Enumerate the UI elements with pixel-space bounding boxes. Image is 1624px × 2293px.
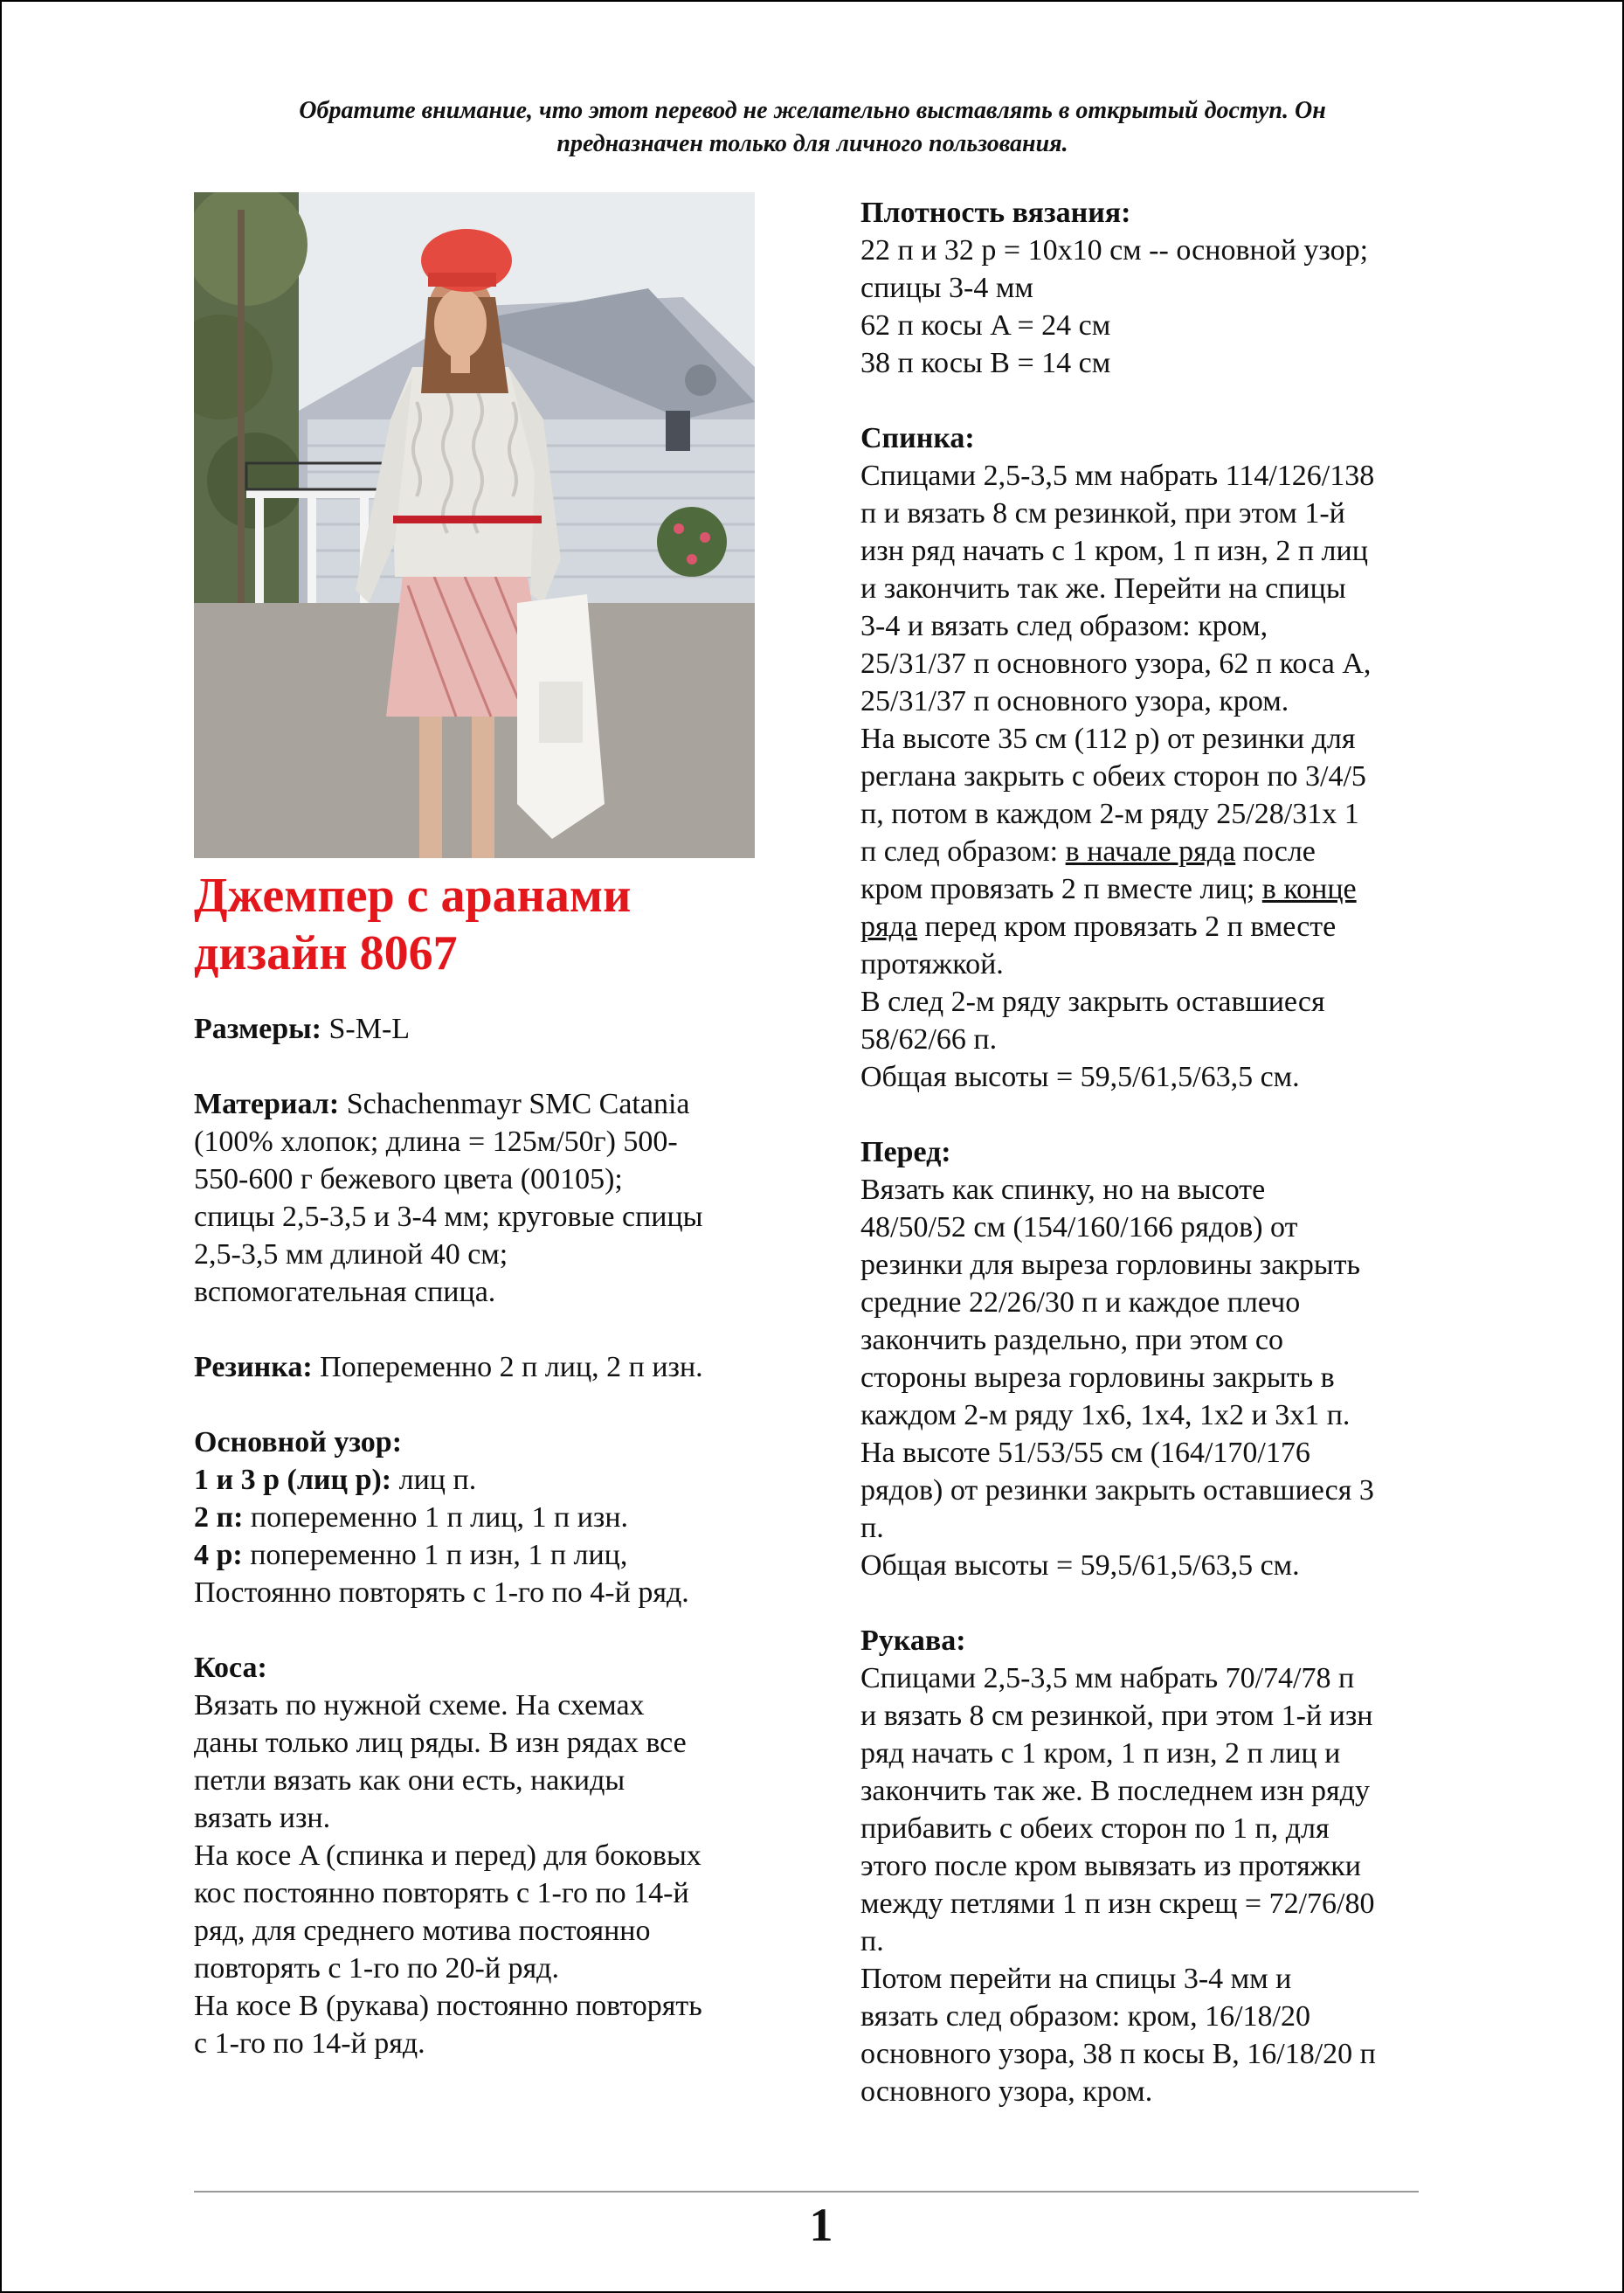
cable-line: повторять с 1-го по 20-й ряд. bbox=[194, 1952, 559, 1985]
front-section bbox=[860, 1133, 1455, 1584]
sleeves-line: основного узора, 38 п косы B, 16/18/20 п bbox=[860, 2038, 1376, 2070]
material-line: Schachenmayr SMC Catania bbox=[339, 1088, 690, 1120]
sleeves-line: вязать след образом: кром, 16/18/20 bbox=[860, 2000, 1310, 2033]
material-line: 550-600 г бежевого цвета (00105); bbox=[194, 1163, 623, 1195]
sleeves-line: этого после кром вывязать из протяжки bbox=[860, 1850, 1361, 1882]
main-pattern-section bbox=[194, 1424, 771, 1611]
material-line: (100% хлопок; длина = 125м/50г) 500- bbox=[194, 1126, 678, 1158]
front-label: Перед: bbox=[860, 1136, 951, 1168]
pattern-title bbox=[194, 867, 771, 982]
front-line: резинки для выреза горловины закрыть bbox=[860, 1249, 1361, 1281]
sleeves-line: прибавить с обеих сторон по 1 п, для bbox=[860, 1812, 1330, 1845]
sleeves-line: закончить так же. В последнем изн ряду bbox=[860, 1775, 1370, 1807]
back-section bbox=[860, 419, 1455, 1096]
pattern-row-value: попеременно 1 п изн, 1 п лиц, bbox=[242, 1539, 628, 1571]
cable-label: Коса: bbox=[194, 1652, 267, 1684]
gauge-label: Плотность вязания: bbox=[860, 197, 1131, 229]
back-line-part: п след образом: bbox=[860, 835, 1066, 868]
cable-line: вязать изн. bbox=[194, 1802, 331, 1834]
back-label: Спинка: bbox=[860, 422, 975, 454]
gauge-line: 38 п косы B = 14 см bbox=[860, 347, 1111, 379]
sleeves-line: Спицами 2,5-3,5 мм набрать 70/74/78 п bbox=[860, 1662, 1355, 1694]
pattern-row-value: попеременно 1 п лиц, 1 п изн. bbox=[243, 1501, 629, 1534]
gauge-section bbox=[860, 194, 1455, 382]
front-line: каждом 2-м ряду 1х6, 1х4, 1х2 и 3х1 п. bbox=[860, 1399, 1351, 1431]
underlined-term: в конце bbox=[1261, 873, 1357, 905]
front-line: п. bbox=[860, 1512, 884, 1544]
page-number: 1 bbox=[809, 2199, 833, 2251]
privacy-notice-line: Обратите внимание, что этот перевод не желательно выставлять в открытый доступ. Он bbox=[299, 97, 1326, 124]
model-photo bbox=[194, 192, 755, 858]
cable-line: ряд, для среднего мотива постоянно bbox=[194, 1915, 651, 1947]
rib-label: Резинка: bbox=[194, 1351, 313, 1383]
back-line: п и вязать 8 см резинкой, при этом 1-й bbox=[860, 497, 1345, 530]
front-line: 48/50/52 см (154/160/166 рядов) от bbox=[860, 1211, 1298, 1243]
pattern-row-label: 2 п: bbox=[194, 1501, 244, 1534]
pattern-row-value: лиц п. bbox=[391, 1464, 477, 1496]
right-column bbox=[860, 194, 1455, 2110]
privacy-notice bbox=[175, 94, 1450, 161]
front-line: стороны выреза горловины закрыть в bbox=[860, 1361, 1335, 1394]
back-line: 25/31/37 п основного узора, кром. bbox=[860, 685, 1289, 717]
sizes-section bbox=[194, 1010, 771, 1048]
sleeves-label: Рукава: bbox=[860, 1624, 966, 1657]
pattern-title-line: дизайн 8067 bbox=[194, 926, 458, 980]
back-line: Спицами 2,5-3,5 мм набрать 114/126/138 bbox=[860, 460, 1375, 492]
back-line-part: кром провязать 2 п вместе лиц; bbox=[860, 873, 1262, 905]
material-line: спицы 2,5-3,5 и 3-4 мм; круговые спицы bbox=[194, 1201, 703, 1233]
cable-line: даны только лиц ряды. В изн рядах все bbox=[194, 1727, 687, 1759]
sizes-value: S-M-L bbox=[321, 1013, 411, 1045]
gauge-line: 22 п и 32 р = 10х10 см -- основной узор; bbox=[860, 234, 1369, 267]
material-line: 2,5-3,5 мм длиной 40 см; bbox=[194, 1238, 508, 1271]
rib-section bbox=[194, 1348, 771, 1386]
cable-line: На косе A (спинка и перед) для боковых bbox=[194, 1839, 701, 1872]
underlined-term: в начале ряда bbox=[1065, 835, 1236, 868]
material-label: Материал: bbox=[194, 1088, 340, 1120]
left-column bbox=[194, 867, 771, 2062]
back-line: Общая высоты = 59,5/61,5/63,5 см. bbox=[860, 1061, 1300, 1093]
front-line: Вязать как спинку, но на высоте bbox=[860, 1174, 1266, 1206]
gauge-line: спицы 3-4 мм bbox=[860, 272, 1033, 304]
sleeves-line: основного узора, кром. bbox=[860, 2075, 1153, 2108]
sleeves-line: ряд начать с 1 кром, 1 п изн, 2 п лиц и bbox=[860, 1737, 1341, 1770]
cable-line: Вязать по нужной схеме. На схемах bbox=[194, 1689, 645, 1721]
cable-line: кос постоянно повторять с 1-го по 14-й bbox=[194, 1877, 689, 1909]
back-line: 25/31/37 п основного узора, 62 п коса A, bbox=[860, 648, 1372, 680]
back-line: изн ряд начать с 1 кром, 1 п изн, 2 п лиц bbox=[860, 535, 1368, 567]
pattern-title-line: Джемпер с аранами bbox=[194, 869, 632, 923]
pattern-row-label: 1 и 3 р (лиц р): bbox=[194, 1464, 392, 1496]
sleeves-line: п. bbox=[860, 1925, 884, 1957]
front-line: Общая высоты = 59,5/61,5/63,5 см. bbox=[860, 1549, 1300, 1582]
sleeves-line: между петлями 1 п изн скрещ = 72/76/80 bbox=[860, 1888, 1375, 1920]
gauge-line: 62 п косы A = 24 см bbox=[860, 309, 1111, 342]
cable-line: с 1-го по 14-й ряд. bbox=[194, 2027, 425, 2060]
privacy-notice-line: предназначен только для личного пользования. bbox=[556, 130, 1068, 157]
material-section bbox=[194, 1085, 771, 1311]
front-line: рядов) от резинки закрыть оставшиеся 3 bbox=[860, 1474, 1374, 1507]
back-line: 3-4 и вязать след образом: кром, bbox=[860, 610, 1268, 642]
back-line: п, потом в каждом 2-м ряду 25/28/31х 1 bbox=[860, 798, 1359, 830]
cable-line: петли вязать как они есть, накиды bbox=[194, 1764, 625, 1797]
pattern-repeat-note: Постоянно повторять с 1-го по 4-й ряд. bbox=[194, 1576, 689, 1609]
sleeves-line: и вязать 8 см резинкой, при этом 1-й изн bbox=[860, 1700, 1373, 1732]
front-line: средние 22/26/30 п и каждое плечо bbox=[860, 1286, 1301, 1319]
pattern-row-label: 4 р: bbox=[194, 1539, 243, 1571]
back-line-part: перед кром провязать 2 п вместе bbox=[917, 911, 1337, 943]
back-line-part: после bbox=[1235, 835, 1316, 868]
material-line: вспомогательная спица. bbox=[194, 1276, 496, 1308]
back-line: и закончить так же. Перейти на спицы bbox=[860, 572, 1346, 605]
back-line: протяжкой. bbox=[860, 948, 1004, 980]
rib-value: Попеременно 2 п лиц, 2 п изн. bbox=[312, 1351, 703, 1383]
cable-section bbox=[194, 1649, 771, 2062]
sleeves-line: Потом перейти на спицы 3-4 мм и bbox=[860, 1963, 1292, 1995]
main-pattern-label: Основной узор: bbox=[194, 1426, 403, 1458]
footer-divider bbox=[194, 2191, 1419, 2193]
sizes-label: Размеры: bbox=[194, 1013, 321, 1045]
sleeves-section bbox=[860, 1622, 1455, 2110]
cable-line: На косе B (рукава) постоянно повторять bbox=[194, 1990, 702, 2022]
front-line: закончить раздельно, при этом со bbox=[860, 1324, 1283, 1356]
back-line: В след 2-м ряду закрыть оставшиеся bbox=[860, 986, 1325, 1018]
back-line: На высоте 35 см (112 р) от резинки для bbox=[860, 723, 1356, 755]
back-line: 58/62/66 п. bbox=[860, 1023, 998, 1056]
underlined-term: ряда bbox=[860, 911, 918, 943]
back-line: реглана закрыть с обеих сторон по 3/4/5 bbox=[860, 760, 1366, 793]
front-line: На высоте 51/53/55 см (164/170/176 bbox=[860, 1437, 1310, 1469]
